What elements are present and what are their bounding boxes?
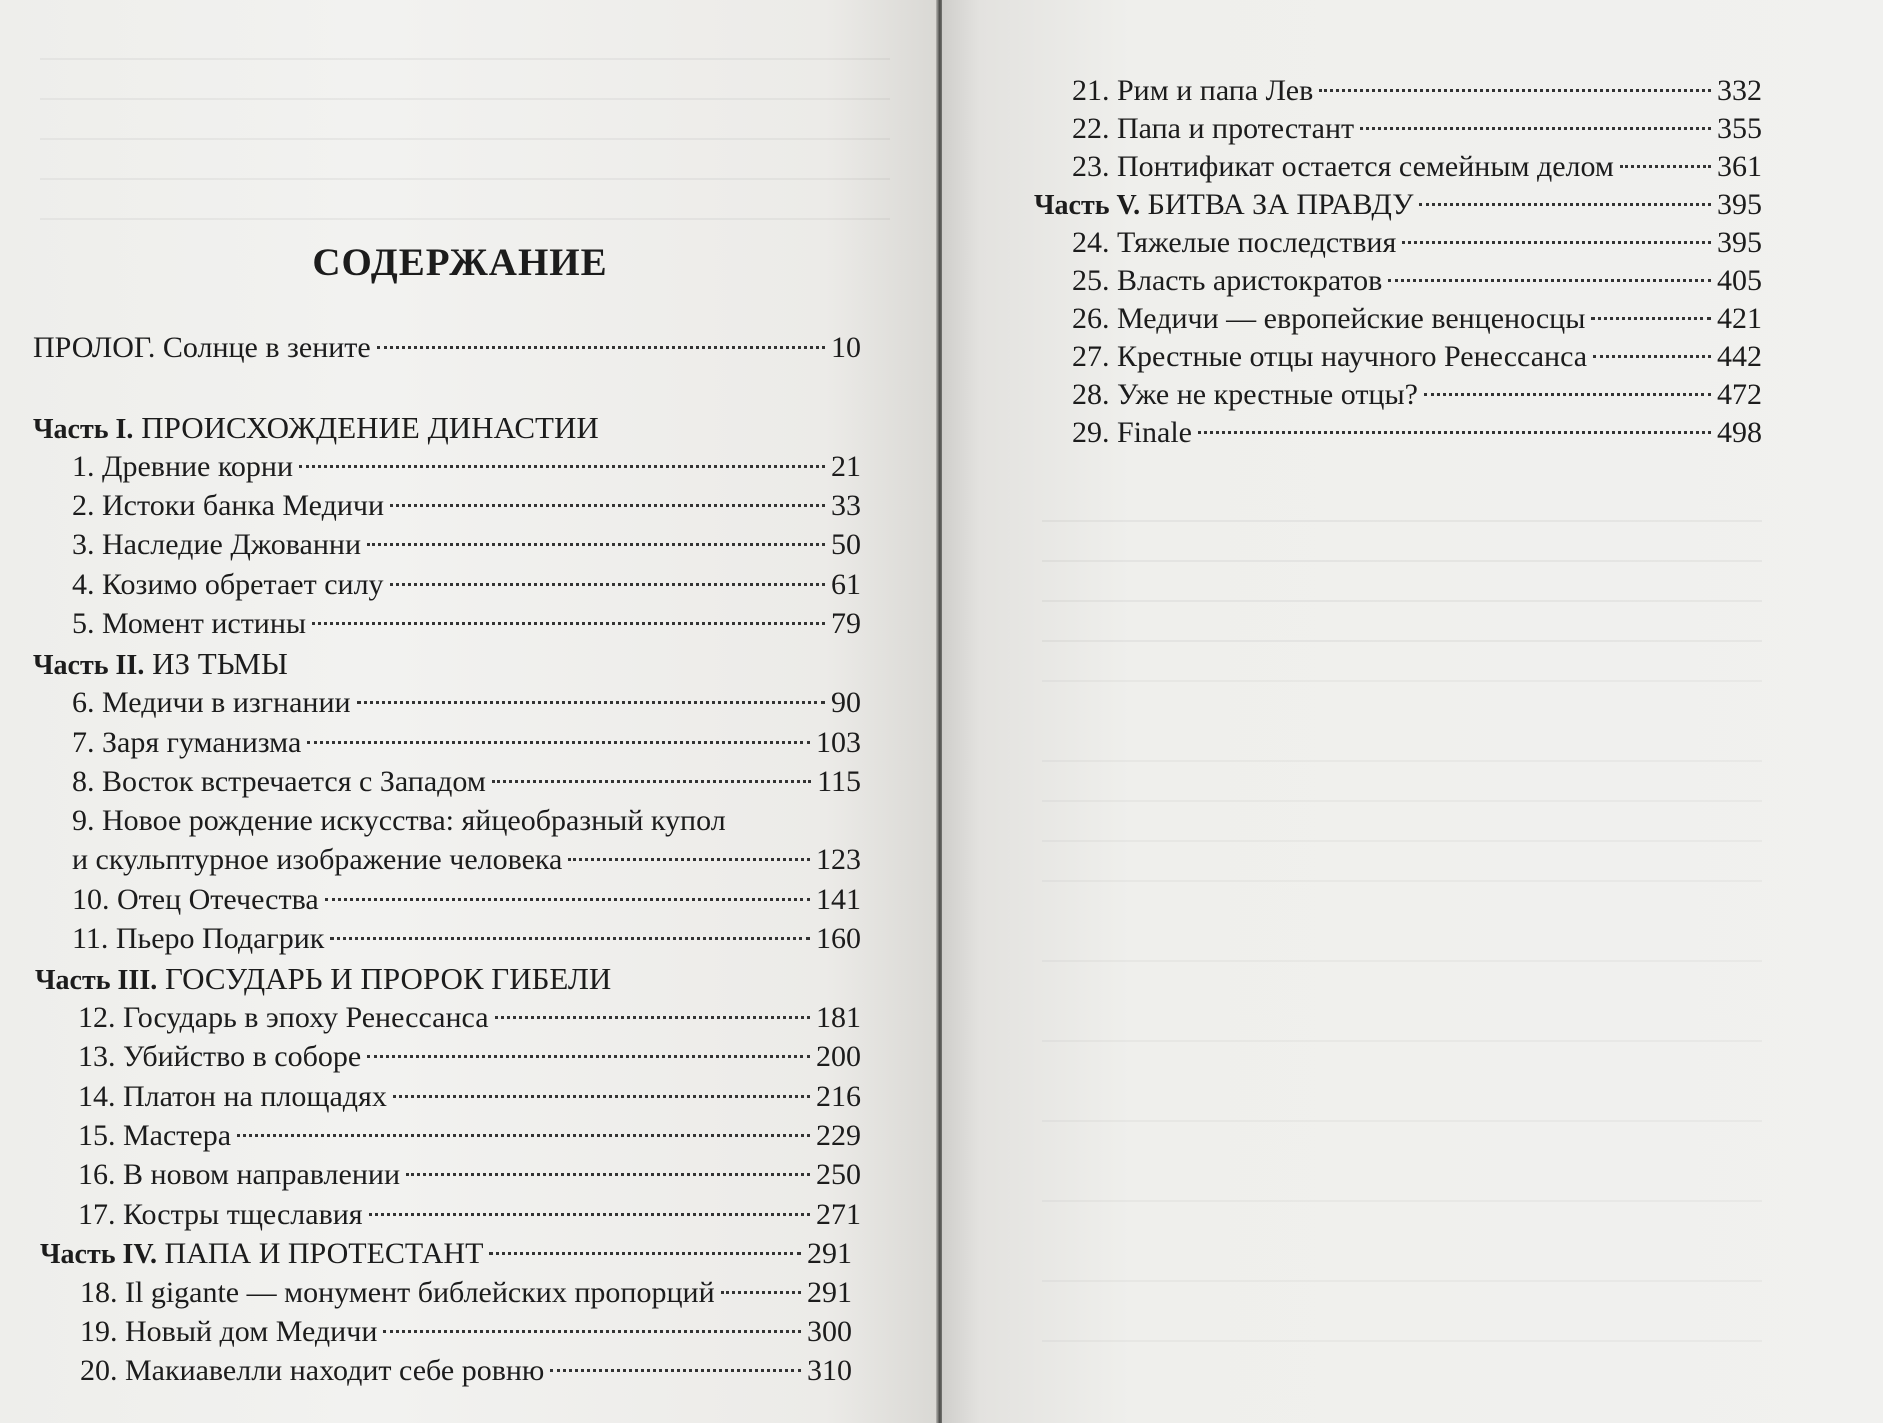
- left-page: [0, 0, 938, 1423]
- dot-leader: [393, 1095, 810, 1098]
- toc-entry-9-line1: 9. Новое рождение искусства: яйцеобразный купол: [72, 804, 726, 837]
- entry-page: 141: [816, 883, 861, 916]
- dot-leader: [568, 858, 810, 861]
- entry-title: 19. Новый дом Медичи: [80, 1315, 378, 1348]
- dot-leader: [307, 741, 810, 744]
- entry-title: 8. Восток встречается с Западом: [72, 765, 486, 798]
- entry-title: 5. Момент истины: [72, 607, 307, 640]
- entry-title: 14. Платон на площадях: [78, 1080, 387, 1113]
- entry-title: 2. Истоки банка Медичи: [72, 489, 385, 522]
- dot-leader: [1593, 355, 1711, 358]
- dot-leader: [367, 1055, 810, 1058]
- toc-entry-24: [1072, 224, 1762, 262]
- entry-title: 25. Власть аристократов: [1072, 264, 1383, 297]
- entry-title: 15. Мастера: [78, 1119, 232, 1152]
- toc-entry-6: [72, 684, 861, 722]
- entry-page: 395: [1717, 188, 1762, 221]
- part-label: Часть I.: [33, 414, 134, 445]
- entry-title: 3. Наследие Джованни: [72, 528, 362, 561]
- entry-page: 291: [807, 1276, 852, 1309]
- entry-title: 27. Крестные отцы научного Ренессанса: [1072, 340, 1588, 373]
- entry-title: 28. Уже не крестные отцы?: [1072, 378, 1418, 411]
- toc-entry-5: [72, 605, 861, 643]
- entry-title: 16. В новом направлении: [78, 1158, 401, 1191]
- dot-leader: [1198, 431, 1711, 434]
- dot-leader: [489, 1252, 801, 1255]
- toc-entry-1: [72, 448, 861, 486]
- dot-leader: [377, 346, 825, 349]
- entry-page: 123: [816, 843, 861, 876]
- entry-title: 18. Il gigante — монумент библейских пропорций: [80, 1276, 715, 1309]
- dot-leader: [406, 1173, 810, 1176]
- toc-entry-18: [80, 1274, 852, 1312]
- dot-leader: [492, 780, 811, 783]
- entry-page: 10: [831, 331, 861, 364]
- entry-title: 1. Древние корни: [72, 450, 294, 483]
- entry-page: 21: [831, 450, 861, 483]
- dot-leader: [1620, 165, 1711, 168]
- toc-entry-25: [1072, 262, 1762, 300]
- part-heading-text: [40, 1235, 483, 1274]
- part-label: Часть II.: [33, 650, 145, 681]
- entry-page: 33: [831, 489, 861, 522]
- toc-entry-23: [1072, 148, 1762, 186]
- entry-page: 361: [1717, 150, 1762, 183]
- entry-title: 13. Убийство в соборе: [78, 1040, 362, 1073]
- entry-page: 300: [807, 1315, 852, 1348]
- toc-entry-22: [1072, 110, 1762, 148]
- part-label: Часть III.: [35, 965, 158, 996]
- toc-entry-4: [72, 566, 861, 604]
- entry-title: 24. Тяжелые последствия: [1072, 226, 1397, 259]
- entry-title: 12. Государь в эпоху Ренессанса: [78, 1001, 489, 1034]
- dot-leader: [1419, 203, 1711, 206]
- entry-page: 200: [816, 1040, 861, 1073]
- entry-title: 29. Finale: [1072, 416, 1192, 449]
- entry-page: 472: [1717, 378, 1762, 411]
- entry-page: 160: [816, 922, 861, 955]
- toc-entry-20: [80, 1352, 852, 1390]
- entry-page: 498: [1717, 416, 1762, 449]
- entry-title: 6. Медичи в изгнании: [72, 686, 351, 719]
- entry-page: 79: [831, 607, 861, 640]
- entry-page: 271: [816, 1198, 861, 1231]
- entry-title: 17. Костры тщеславия: [78, 1198, 363, 1231]
- entry-title: 11. Пьеро Подагрик: [72, 922, 325, 955]
- toc-entry-16: [78, 1156, 861, 1194]
- entry-page: 115: [817, 765, 861, 798]
- dot-leader: [1360, 127, 1711, 130]
- dot-leader: [1388, 279, 1711, 282]
- entry-page: 61: [831, 568, 861, 601]
- toc-entry-17: [78, 1196, 861, 1234]
- entry-title: 7. Заря гуманизма: [72, 726, 302, 759]
- toc-entry-19: [80, 1313, 852, 1351]
- toc-entry-29: [1072, 414, 1762, 452]
- dot-leader: [299, 465, 825, 468]
- toc-entry-27: [1072, 338, 1762, 376]
- entry-page: 216: [816, 1080, 861, 1113]
- part-heading-5: [1034, 186, 1762, 224]
- toc-entry-7: [72, 724, 861, 762]
- dot-leader: [330, 937, 810, 940]
- dot-leader: [1591, 317, 1711, 320]
- entry-page: 90: [831, 686, 861, 719]
- part-heading-2: [33, 645, 288, 685]
- dot-leader: [1319, 89, 1711, 92]
- entry-page: 442: [1717, 340, 1762, 373]
- entry-page: 291: [807, 1237, 852, 1270]
- part-title: ПАПА И ПРОТЕСТАНТ: [164, 1237, 484, 1270]
- toc-entry-3: [72, 526, 861, 564]
- entry-page: 355: [1717, 112, 1762, 145]
- dot-leader: [550, 1369, 801, 1372]
- dot-leader: [312, 622, 825, 625]
- part-label: Часть V.: [1034, 190, 1141, 221]
- entry-title: 22. Папа и протестант: [1072, 112, 1355, 145]
- page-title: СОДЕРЖАНИЕ: [312, 241, 608, 284]
- dot-leader: [495, 1016, 810, 1019]
- toc-entry-11: [72, 920, 861, 958]
- entry-title: 21. Рим и папа Лев: [1072, 74, 1314, 107]
- part-title: ГОСУДАРЬ И ПРОРОК ГИБЕЛИ: [164, 961, 612, 996]
- toc-entry-8: [72, 763, 861, 801]
- entry-title: 26. Медичи — европейские венценосцы: [1072, 302, 1586, 335]
- entry-title: 4. Козимо обретает силу: [72, 568, 384, 601]
- toc-entry-28: [1072, 376, 1762, 414]
- part-title: БИТВА ЗА ПРАВДУ: [1147, 188, 1414, 221]
- toc-entry-12: [78, 999, 861, 1037]
- entry-title: ПРОЛОГ. Солнце в зените: [33, 331, 371, 364]
- entry-page: 181: [816, 1001, 861, 1034]
- entry-page: 421: [1717, 302, 1762, 335]
- entry-title: 20. Макиавелли находит себе ровню: [80, 1354, 545, 1387]
- entry-title: 10. Отец Отечества: [72, 883, 319, 916]
- entry-page: 395: [1717, 226, 1762, 259]
- part-label: Часть IV.: [40, 1239, 158, 1270]
- part-heading-text: [1034, 186, 1413, 225]
- toc-entry-2: [72, 487, 861, 525]
- entry-page: 405: [1717, 264, 1762, 297]
- dot-leader: [383, 1330, 801, 1333]
- entry-title: 23. Понтификат остается семейным делом: [1072, 150, 1614, 183]
- dot-leader: [325, 898, 810, 901]
- toc-entry-14: [78, 1078, 861, 1116]
- entry-page: 310: [807, 1354, 852, 1387]
- dot-leader: [357, 701, 825, 704]
- dot-leader: [1424, 393, 1711, 396]
- part-heading-1: [33, 409, 599, 449]
- dot-leader: [369, 1213, 810, 1216]
- dot-leader: [367, 543, 825, 546]
- right-page: [942, 0, 1883, 1423]
- toc-entry-9: [72, 841, 861, 879]
- part-heading-3: [35, 960, 611, 1000]
- toc-entry-26: [1072, 300, 1762, 338]
- entry-page: 229: [816, 1119, 861, 1152]
- entry-title: и скульптурное изображение человека: [72, 843, 563, 876]
- entry-page: 50: [831, 528, 861, 561]
- entry-page: 103: [816, 726, 861, 759]
- dot-leader: [390, 504, 825, 507]
- dot-leader: [390, 583, 825, 586]
- toc-entry-21: [1072, 72, 1762, 110]
- entry-page: 250: [816, 1158, 861, 1191]
- dot-leader: [1402, 241, 1711, 244]
- toc-entry-15: [78, 1117, 861, 1155]
- part-heading-4: [40, 1235, 852, 1273]
- toc-entry-10: [72, 881, 861, 919]
- toc-entry-prologue: [33, 329, 861, 367]
- dot-leader: [721, 1291, 801, 1294]
- part-title: ПРОИСХОЖДЕНИЕ ДИНАСТИИ: [141, 410, 599, 445]
- part-title: ИЗ ТЬМЫ: [152, 646, 288, 681]
- toc-entry-13: [78, 1038, 861, 1076]
- dot-leader: [237, 1134, 810, 1137]
- entry-page: 332: [1717, 74, 1762, 107]
